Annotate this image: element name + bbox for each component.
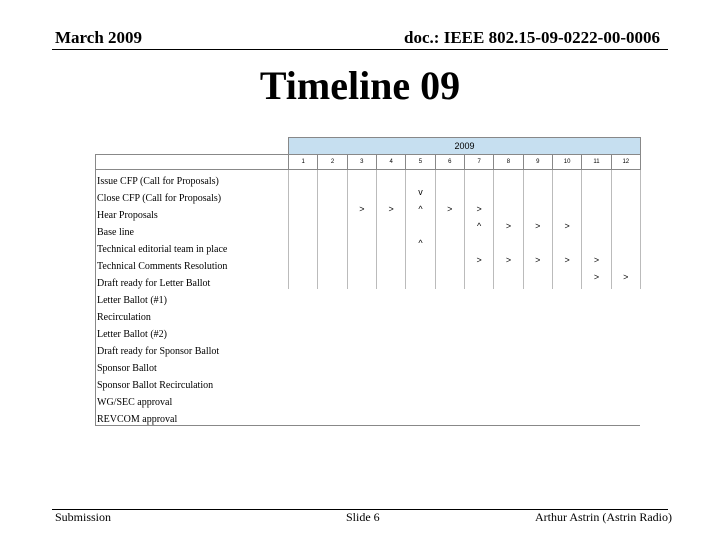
header-date: March 2009 [55, 28, 143, 47]
timeline-mark [435, 374, 464, 391]
timeline-mark [318, 323, 347, 340]
timeline-mark [376, 391, 405, 408]
timeline-mark: > [464, 204, 493, 221]
header-doc-id: doc.: IEEE 802.15-09-0222-00-0006 [404, 28, 660, 47]
timeline-mark [552, 272, 581, 289]
activity-label: Technical editorial team in place [96, 238, 289, 255]
timeline-row [96, 340, 641, 357]
timeline-mark [347, 323, 376, 340]
timeline-mark [523, 340, 552, 357]
timeline-mark [435, 221, 464, 238]
timeline-mark [523, 204, 552, 221]
timeline-mark [318, 272, 347, 289]
timeline-mark [523, 238, 552, 255]
footer-author: Arthur Astrin (Astrin Radio) [535, 510, 672, 524]
timeline-mark [406, 272, 435, 289]
timeline-row [96, 408, 641, 426]
timeline-mark: > [523, 221, 552, 238]
timeline-mark [347, 306, 376, 323]
timeline-mark [406, 340, 435, 357]
timeline-mark [552, 238, 581, 255]
month-header: 1 [289, 155, 318, 170]
timeline-mark [435, 306, 464, 323]
timeline-mark [347, 238, 376, 255]
month-header: 3 [347, 155, 376, 170]
timeline-mark [494, 204, 523, 221]
timeline-mark [435, 255, 464, 272]
timeline-mark [406, 391, 435, 408]
timeline-mark [289, 272, 318, 289]
timeline-mark [552, 374, 581, 391]
month-header: 12 [611, 155, 640, 170]
timeline-mark [523, 289, 552, 306]
month-header: 8 [494, 155, 523, 170]
timeline-mark [494, 340, 523, 357]
timeline-mark [435, 340, 464, 357]
activity-label: Hear Proposals [96, 204, 289, 221]
timeline-mark [523, 408, 552, 426]
timeline-mark [376, 221, 405, 238]
timeline-mark [347, 374, 376, 391]
timeline-mark [582, 187, 611, 204]
timeline-mark [611, 323, 640, 340]
timeline-mark [494, 187, 523, 204]
timeline-mark [582, 357, 611, 374]
timeline-mark [435, 323, 464, 340]
timeline-mark: > [494, 255, 523, 272]
timeline-mark [376, 306, 405, 323]
month-header: 5 [406, 155, 435, 170]
activity-label: Draft ready for Sponsor Ballot [96, 340, 289, 357]
timeline-mark [523, 170, 552, 188]
timeline-row [96, 272, 641, 289]
timeline-row [96, 221, 641, 238]
timeline-mark [582, 408, 611, 426]
timeline-mark [582, 238, 611, 255]
timeline-mark [582, 289, 611, 306]
timeline-row [96, 391, 641, 408]
timeline-mark [611, 391, 640, 408]
timeline-mark [347, 221, 376, 238]
timeline-mark [406, 374, 435, 391]
timeline-row [96, 204, 641, 221]
timeline-mark [406, 357, 435, 374]
timeline-mark [376, 255, 405, 272]
timeline-mark [494, 357, 523, 374]
timeline-mark [611, 306, 640, 323]
timeline-mark [582, 323, 611, 340]
timeline-mark [435, 391, 464, 408]
timeline-mark [464, 408, 493, 426]
timeline-mark [435, 357, 464, 374]
timeline-mark [376, 323, 405, 340]
timeline-mark [347, 391, 376, 408]
timeline-mark [611, 408, 640, 426]
timeline-mark [582, 306, 611, 323]
timeline-mark [376, 170, 405, 188]
timeline-mark [464, 170, 493, 188]
timeline-mark [406, 170, 435, 188]
timeline-mark: ^ [464, 221, 493, 238]
timeline-mark [376, 289, 405, 306]
timeline-mark [435, 272, 464, 289]
timeline-mark [464, 272, 493, 289]
month-header: 11 [582, 155, 611, 170]
timeline-mark [464, 289, 493, 306]
timeline-mark [318, 357, 347, 374]
timeline-row [96, 255, 641, 272]
timeline-mark [406, 221, 435, 238]
timeline-mark [494, 238, 523, 255]
timeline-mark [611, 374, 640, 391]
timeline-mark: > [523, 255, 552, 272]
activity-label: Recirculation [96, 306, 289, 323]
footer-slide-number: Slide 6 [346, 510, 380, 524]
month-header: 2 [318, 155, 347, 170]
timeline-mark [289, 289, 318, 306]
timeline-mark [318, 408, 347, 426]
timeline-mark [376, 272, 405, 289]
timeline-mark: > [552, 255, 581, 272]
timeline-mark [464, 187, 493, 204]
month-header: 10 [552, 155, 581, 170]
month-header: 4 [376, 155, 405, 170]
timeline-mark [289, 391, 318, 408]
activity-label: Draft ready for Letter Ballot [96, 272, 289, 289]
timeline-mark [464, 340, 493, 357]
timeline-mark [523, 323, 552, 340]
timeline-mark [611, 187, 640, 204]
timeline-mark [318, 374, 347, 391]
timeline-mark [494, 289, 523, 306]
timeline-mark [582, 340, 611, 357]
timeline-mark [347, 272, 376, 289]
activity-label: Sponsor Ballot [96, 357, 289, 374]
timeline-mark: > [464, 255, 493, 272]
timeline-mark [318, 187, 347, 204]
timeline-mark [318, 306, 347, 323]
timeline-mark [611, 357, 640, 374]
timeline-mark [289, 306, 318, 323]
timeline-mark [611, 221, 640, 238]
timeline-mark [347, 340, 376, 357]
timeline-row [96, 289, 641, 306]
timeline-mark [552, 357, 581, 374]
month-header: 9 [523, 155, 552, 170]
timeline-mark [376, 238, 405, 255]
footer-submission: Submission [55, 510, 112, 524]
activity-label: Close CFP (Call for Proposals) [96, 187, 289, 204]
timeline-mark [464, 391, 493, 408]
timeline-mark: > [494, 221, 523, 238]
timeline-mark: ^ [406, 204, 435, 221]
timeline-mark [435, 187, 464, 204]
timeline-mark: > [582, 272, 611, 289]
month-label-spacer [96, 155, 289, 170]
year-header: 2009 [289, 138, 641, 155]
timeline-mark [552, 306, 581, 323]
timeline-mark: > [376, 204, 405, 221]
timeline-mark [289, 170, 318, 188]
timeline-mark: ^ [406, 238, 435, 255]
timeline-mark [318, 170, 347, 188]
timeline-mark [289, 408, 318, 426]
activity-label: Base line [96, 221, 289, 238]
timeline-mark [552, 340, 581, 357]
timeline-mark [318, 255, 347, 272]
timeline-mark [552, 323, 581, 340]
timeline-mark [376, 408, 405, 426]
timeline-row [96, 323, 641, 340]
timeline-mark [289, 357, 318, 374]
timeline-mark [289, 323, 318, 340]
timeline-mark [347, 255, 376, 272]
timeline-row [96, 306, 641, 323]
timeline-mark [464, 306, 493, 323]
timeline-mark [318, 391, 347, 408]
timeline-mark [523, 391, 552, 408]
activity-label: Letter Ballot (#2) [96, 323, 289, 340]
timeline-mark [318, 204, 347, 221]
timeline-mark [464, 323, 493, 340]
timeline-mark: > [347, 204, 376, 221]
timeline-mark [376, 374, 405, 391]
timeline-mark [318, 289, 347, 306]
header-divider [52, 49, 668, 50]
timeline-table [95, 137, 641, 426]
timeline-mark [611, 170, 640, 188]
timeline-mark [464, 374, 493, 391]
timeline-mark [494, 306, 523, 323]
timeline-mark: v [406, 187, 435, 204]
timeline-mark [611, 255, 640, 272]
timeline-mark: > [552, 221, 581, 238]
timeline-mark [435, 238, 464, 255]
timeline-mark [552, 289, 581, 306]
timeline-mark [289, 204, 318, 221]
activity-label: REVCOM approval [96, 408, 289, 426]
timeline-mark [494, 170, 523, 188]
timeline-mark [464, 238, 493, 255]
timeline-mark [494, 408, 523, 426]
timeline-mark [494, 323, 523, 340]
timeline-mark: > [435, 204, 464, 221]
timeline-mark [406, 306, 435, 323]
activity-label: Letter Ballot (#1) [96, 289, 289, 306]
timeline-mark [406, 408, 435, 426]
timeline-mark [318, 238, 347, 255]
timeline-mark [376, 357, 405, 374]
timeline-mark [552, 408, 581, 426]
timeline-mark [376, 187, 405, 204]
activity-label: Issue CFP (Call for Proposals) [96, 170, 289, 188]
timeline-mark [289, 238, 318, 255]
timeline-mark [611, 238, 640, 255]
timeline-mark [582, 391, 611, 408]
timeline-mark [494, 374, 523, 391]
timeline-mark [582, 170, 611, 188]
timeline-mark [611, 289, 640, 306]
timeline-mark [464, 357, 493, 374]
timeline-mark [582, 221, 611, 238]
timeline-mark [552, 391, 581, 408]
timeline-mark [347, 357, 376, 374]
month-header: 7 [464, 155, 493, 170]
timeline-mark [552, 170, 581, 188]
timeline-mark [435, 170, 464, 188]
timeline-mark [494, 272, 523, 289]
timeline-mark [347, 408, 376, 426]
timeline-mark [289, 374, 318, 391]
timeline-mark [582, 374, 611, 391]
timeline-mark [523, 357, 552, 374]
timeline-mark: > [611, 272, 640, 289]
timeline-mark [523, 374, 552, 391]
timeline-mark [435, 289, 464, 306]
activity-label: WG/SEC approval [96, 391, 289, 408]
timeline-mark [406, 323, 435, 340]
slide-title: Timeline 09 [259, 63, 461, 108]
timeline-mark [582, 204, 611, 221]
timeline-mark [289, 340, 318, 357]
timeline-mark [347, 187, 376, 204]
timeline-mark [611, 204, 640, 221]
timeline-row [96, 374, 641, 391]
timeline-mark [318, 221, 347, 238]
timeline-mark [406, 255, 435, 272]
month-header: 6 [435, 155, 464, 170]
timeline-mark [318, 340, 347, 357]
timeline-row [96, 357, 641, 374]
timeline-mark [347, 170, 376, 188]
timeline-mark [611, 340, 640, 357]
timeline-mark [406, 289, 435, 306]
timeline-mark [289, 221, 318, 238]
activity-label: Sponsor Ballot Recirculation [96, 374, 289, 391]
timeline-row [96, 238, 641, 255]
timeline-mark [289, 255, 318, 272]
activity-label: Technical Comments Resolution [96, 255, 289, 272]
timeline-row [96, 187, 641, 204]
timeline-mark [289, 187, 318, 204]
timeline-mark [435, 408, 464, 426]
timeline-mark [523, 272, 552, 289]
timeline-mark [552, 187, 581, 204]
timeline-mark [347, 289, 376, 306]
year-spacer [96, 138, 289, 155]
timeline-mark [523, 306, 552, 323]
timeline-mark: > [582, 255, 611, 272]
timeline-mark [523, 187, 552, 204]
timeline-mark [552, 204, 581, 221]
timeline-row [96, 170, 641, 188]
timeline-mark [376, 340, 405, 357]
timeline-mark [494, 391, 523, 408]
